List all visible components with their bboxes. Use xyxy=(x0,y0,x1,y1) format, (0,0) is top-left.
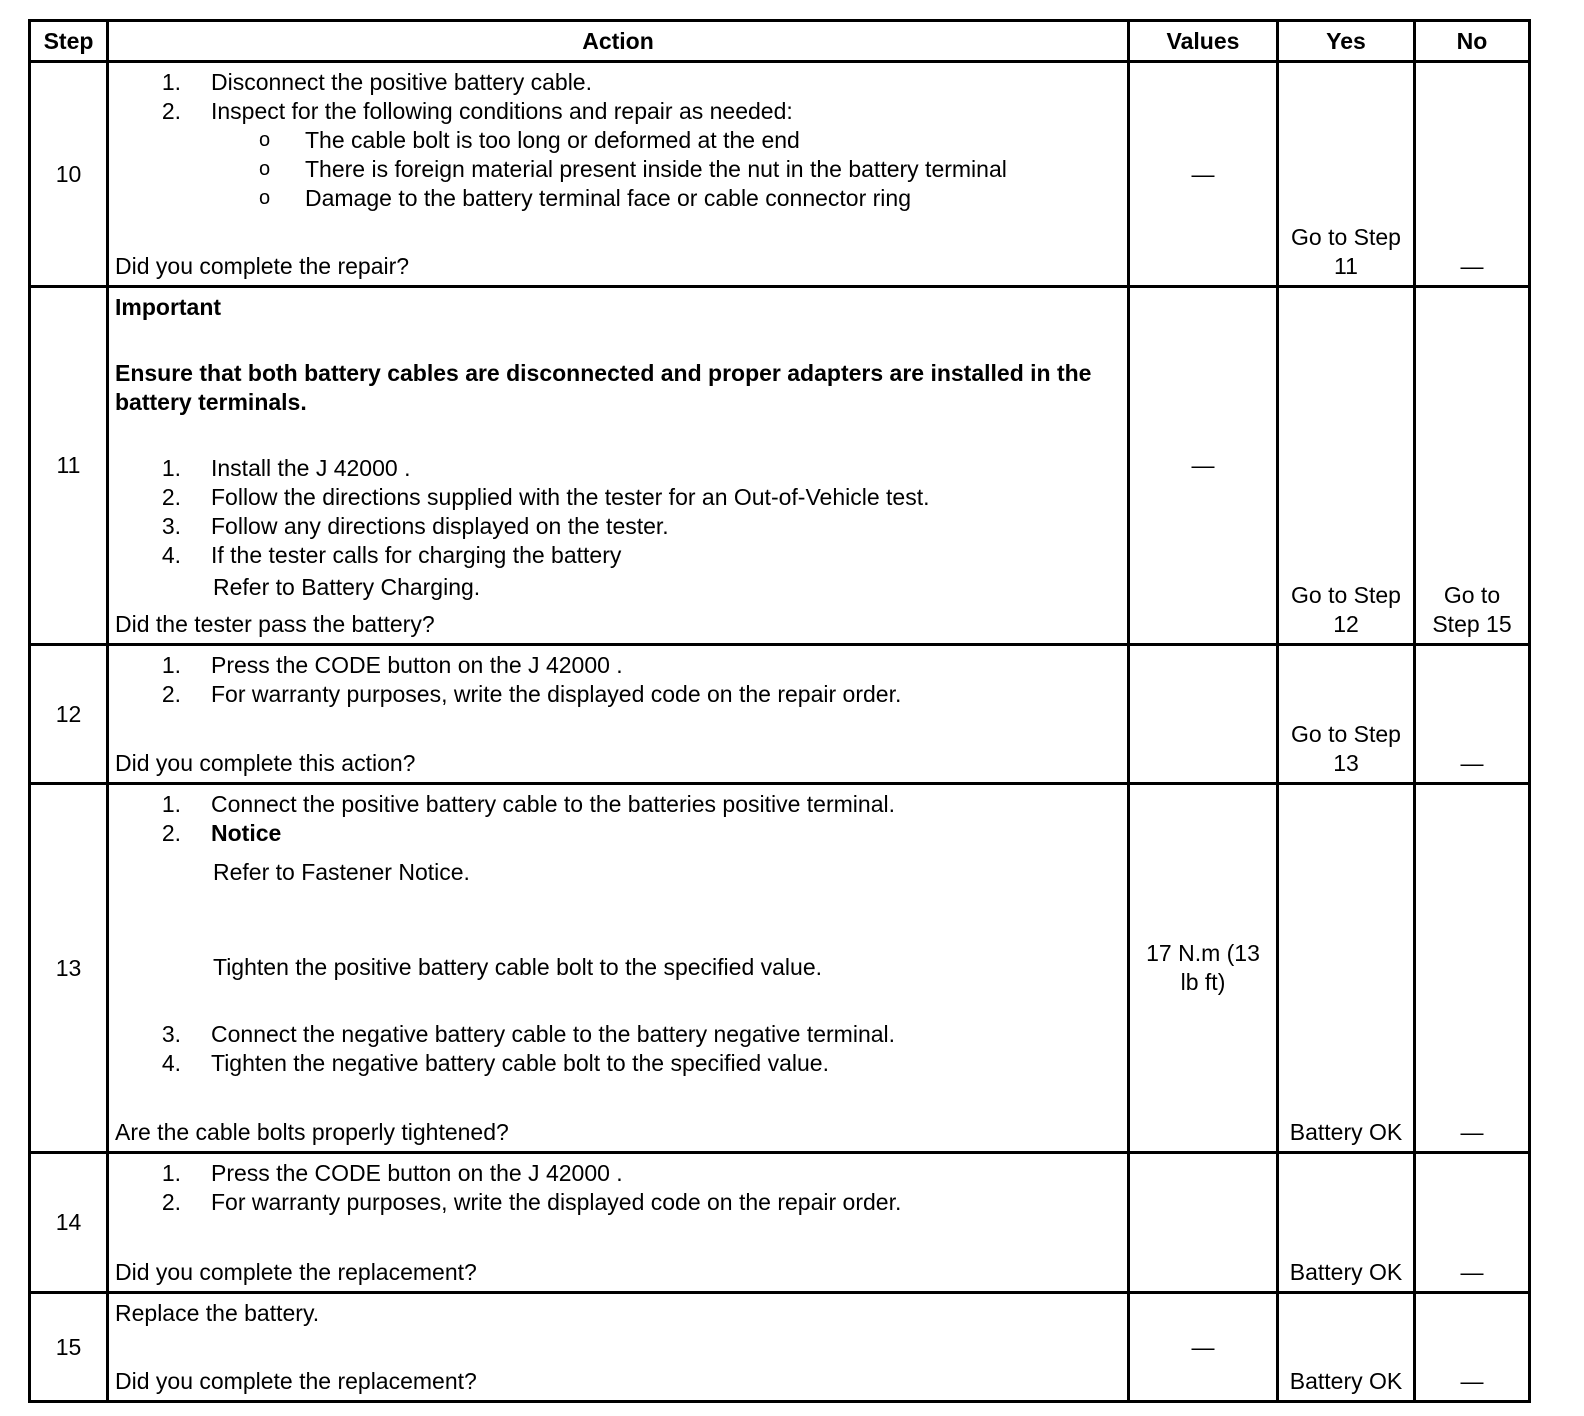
step-number: 10 xyxy=(30,62,108,287)
step-number: 13 xyxy=(30,784,108,1153)
tighten-text: Tighten the positive battery cable bolt to the specified value. xyxy=(213,954,823,980)
header-no: No xyxy=(1415,21,1530,62)
value-cell xyxy=(1129,1153,1278,1293)
sub-item: o Damage to the battery terminal face or cable connector ring xyxy=(259,185,911,211)
yes-cell: Go to Step 12 xyxy=(1278,287,1415,645)
list-item: 1. Disconnect the positive battery cable. xyxy=(161,69,592,95)
list-item: 3. Follow any directions displayed on the tester. xyxy=(161,513,669,539)
table-row xyxy=(30,645,1530,784)
list-item: 1. Press the CODE button on the J 42000 . xyxy=(161,652,623,678)
list-item: 2. For warranty purposes, write the displayed code on the repair order. xyxy=(161,1189,902,1215)
action-cell xyxy=(108,784,1129,1153)
list-item: 2. For warranty purposes, write the displayed code on the repair order. xyxy=(161,681,902,707)
step-number: 15 xyxy=(30,1293,108,1402)
action-cell xyxy=(108,62,1129,287)
step-number: 11 xyxy=(30,287,108,645)
value-cell: 17 N.m (13 lb ft) xyxy=(1129,784,1278,1153)
notice-ref: Refer to Fastener Notice. xyxy=(213,859,470,885)
list-item: 2. Notice xyxy=(161,820,282,846)
action-cell xyxy=(108,645,1129,784)
value-cell: — xyxy=(1129,287,1278,645)
header-action: Action xyxy=(108,21,1129,62)
list-item: 1. Press the CODE button on the J 42000 . xyxy=(161,1160,623,1186)
note: Refer to Battery Charging. xyxy=(213,574,481,600)
replace-text: Replace the battery. xyxy=(115,1300,320,1326)
no-cell: — xyxy=(1415,1293,1530,1402)
table-row xyxy=(30,287,1530,645)
action-cell xyxy=(108,287,1129,645)
action-cell xyxy=(108,1293,1129,1402)
no-cell: Go to Step 15 xyxy=(1415,287,1530,645)
question: Did you complete this action? xyxy=(115,750,416,776)
question: Are the cable bolts properly tightened? xyxy=(115,1119,509,1145)
value-cell: — xyxy=(1129,1293,1278,1402)
step-number: 12 xyxy=(30,645,108,784)
no-cell: — xyxy=(1415,1153,1530,1293)
value-cell: — xyxy=(1129,62,1278,287)
table-row xyxy=(30,1153,1530,1293)
diagnostic-table xyxy=(28,19,1531,1403)
yes-cell: Go to Step 13 xyxy=(1278,645,1415,784)
table-row xyxy=(30,1293,1530,1402)
important-title: Important xyxy=(115,294,222,320)
list-item: 1. Install the J 42000 . xyxy=(161,455,411,481)
table-row xyxy=(30,62,1530,287)
header-step: Step xyxy=(30,21,108,62)
sub-item: o There is foreign material present inside the nut in the battery terminal xyxy=(259,156,1007,182)
no-cell: — xyxy=(1415,62,1530,287)
question: Did you complete the replacement? xyxy=(115,1368,477,1394)
table-row xyxy=(30,784,1530,1153)
yes-cell: Battery OK xyxy=(1278,1153,1415,1293)
list-item: 4. If the tester calls for charging the battery xyxy=(161,542,622,568)
list-item: 2. Follow the directions supplied with the tester for an Out-of-Vehicle test. xyxy=(161,484,930,510)
list-item: 4. Tighten the negative battery cable bolt to the specified value. xyxy=(161,1050,829,1076)
value-cell xyxy=(1129,645,1278,784)
yes-cell: Go to Step 11 xyxy=(1278,62,1415,287)
header-values: Values xyxy=(1129,21,1278,62)
question: Did you complete the repair? xyxy=(115,253,410,279)
question: Did the tester pass the battery? xyxy=(115,611,435,637)
yes-cell: Battery OK xyxy=(1278,1293,1415,1402)
list-item: 2. Inspect for the following conditions and repair as needed: xyxy=(161,98,793,124)
no-cell: — xyxy=(1415,645,1530,784)
header-row xyxy=(30,21,1530,62)
question: Did you complete the replacement? xyxy=(115,1259,477,1285)
step-number: 14 xyxy=(30,1153,108,1293)
yes-cell: Battery OK xyxy=(1278,784,1415,1153)
sub-item: o The cable bolt is too long or deformed at the end xyxy=(259,127,800,153)
list-item: 1. Connect the positive battery cable to the batteries positive terminal. xyxy=(161,791,895,817)
action-cell xyxy=(108,1153,1129,1293)
header-yes: Yes xyxy=(1278,21,1415,62)
important-text: Ensure that both battery cables are disconnected and proper adapters are installed in the battery terminals. xyxy=(115,360,1092,415)
no-cell: — xyxy=(1415,784,1530,1153)
list-item: 3. Connect the negative battery cable to the battery negative terminal. xyxy=(161,1021,896,1047)
